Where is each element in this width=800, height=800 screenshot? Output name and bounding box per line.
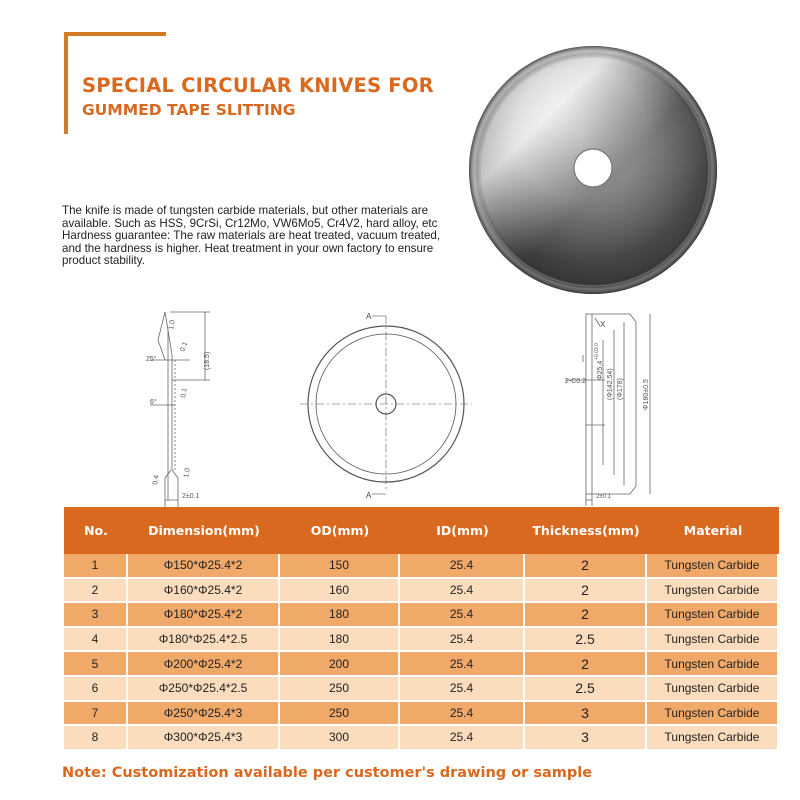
front-view-drawing <box>300 316 472 494</box>
cell-od: 150 <box>280 554 400 579</box>
title-line-2: GUMMED TAPE SLITTING <box>82 101 296 119</box>
header-thickness: Thickness(mm) <box>525 507 647 554</box>
cell-thickness: 2 <box>525 652 647 677</box>
description-hardness: Hardness guarantee: The raw materials are heat treated, vacuum treated, and the hardness is higher. Heat treatment in your own factory to ensure product stability. <box>62 229 441 268</box>
cell-thickness: 2.5 <box>525 677 647 702</box>
title-frame-left-bar <box>64 90 68 134</box>
cell-no: 5 <box>64 652 128 677</box>
dim-chamfer: 2-C0.2 <box>565 378 587 385</box>
table-row <box>64 726 779 751</box>
cell-id: 25.4 <box>400 726 525 751</box>
cell-thickness: 2 <box>525 554 647 579</box>
cell-dimension: Φ180*Φ25.4*2.5 <box>128 628 280 653</box>
cell-no: 2 <box>64 579 128 604</box>
cell-no: 6 <box>64 677 128 702</box>
cell-thickness: 2.5 <box>525 628 647 653</box>
table-row <box>64 628 779 653</box>
cell-no: 8 <box>64 726 128 751</box>
dim-angle-25: 25° <box>146 356 157 363</box>
cell-dimension: Φ150*Φ25.4*2 <box>128 554 280 579</box>
spec-table <box>64 507 779 751</box>
cell-material: Tungsten Carbide <box>647 652 779 677</box>
dim-angle-small: 0.1 <box>179 341 190 353</box>
cell-no: 1 <box>64 554 128 579</box>
cell-material: Tungsten Carbide <box>647 677 779 702</box>
cell-od: 160 <box>280 579 400 604</box>
section-view-drawing <box>565 314 650 506</box>
cell-no: 4 <box>64 628 128 653</box>
cell-thickness: 2 <box>525 579 647 604</box>
section-label-bottom: A <box>366 491 372 500</box>
dim-thickness-left: 2±0.1 <box>182 493 200 500</box>
cell-material: Tungsten Carbide <box>647 554 779 579</box>
cell-id: 25.4 <box>400 652 525 677</box>
header-dimension: Dimension(mm) <box>128 507 280 554</box>
header-id: ID(mm) <box>400 507 525 554</box>
cell-dimension: Φ250*Φ25.4*3 <box>128 702 280 727</box>
circular-knife-photo <box>467 44 719 296</box>
cell-id: 25.4 <box>400 628 525 653</box>
cell-od: 250 <box>280 677 400 702</box>
header-no: No. <box>64 507 128 554</box>
cell-od: 200 <box>280 652 400 677</box>
cell-thickness: 3 <box>525 726 647 751</box>
cell-thickness: 2 <box>525 603 647 628</box>
section-label-top: A <box>366 312 372 321</box>
cell-id: 25.4 <box>400 603 525 628</box>
cell-dimension: Φ300*Φ25.4*3 <box>128 726 280 751</box>
title-line-1: SPECIAL CIRCULAR KNIVES FOR <box>82 74 434 97</box>
cell-no: 3 <box>64 603 128 628</box>
dim-angle-6: 6° <box>150 399 157 406</box>
dim-od: Φ180±0.5 <box>643 379 650 410</box>
table-row <box>64 603 779 628</box>
cell-material: Tungsten Carbide <box>647 726 779 751</box>
cell-material: Tungsten Carbide <box>647 702 779 727</box>
detail-mark-x: X <box>600 320 606 329</box>
dim-flat: 0.1 <box>180 387 189 399</box>
description-materials: The knife is made of tungsten carbide materials, but other materials are available. Such as HSS, 9CrSi, Cr12Mo, VW6Mo5, Cr4V2, hard alloy, etc <box>62 204 438 230</box>
table-row <box>64 702 779 727</box>
cell-od: 180 <box>280 628 400 653</box>
cell-id: 25.4 <box>400 579 525 604</box>
dim-bore-tolerance: +0.03 0 <box>594 343 600 360</box>
dim-bore: Φ25.4 <box>597 360 604 380</box>
cell-thickness: 3 <box>525 702 647 727</box>
cell-material: Tungsten Carbide <box>647 579 779 604</box>
table-header-row <box>64 507 779 554</box>
cell-id: 25.4 <box>400 702 525 727</box>
table-row <box>64 554 779 579</box>
cell-dimension: Φ200*Φ25.4*2 <box>128 652 280 677</box>
technical-drawings <box>0 300 800 510</box>
cell-material: Tungsten Carbide <box>647 628 779 653</box>
cell-id: 25.4 <box>400 677 525 702</box>
cell-od: 250 <box>280 702 400 727</box>
dim-bottom-b: 1.0 <box>183 467 192 479</box>
dim-step: (Φ178) <box>617 378 624 400</box>
cell-id: 25.4 <box>400 554 525 579</box>
cell-no: 7 <box>64 702 128 727</box>
cell-od: 180 <box>280 603 400 628</box>
header-material: Material <box>647 507 779 554</box>
table-row <box>64 677 779 702</box>
dim-inner: (Φ142.54) <box>607 368 614 400</box>
product-description <box>62 205 442 268</box>
table-row <box>64 579 779 604</box>
table-row <box>64 652 779 677</box>
page-title <box>82 74 434 119</box>
dim-top: 1.0 <box>168 319 177 331</box>
header-od: OD(mm) <box>280 507 400 554</box>
cell-dimension: Φ250*Φ25.4*2.5 <box>128 677 280 702</box>
cell-dimension: Φ180*Φ25.4*2 <box>128 603 280 628</box>
dim-bottom-a: 0.4 <box>152 474 161 486</box>
cell-dimension: Φ160*Φ25.4*2 <box>128 579 280 604</box>
customization-note: Note: Customization available per customer's drawing or sample <box>62 765 593 781</box>
cell-od: 300 <box>280 726 400 751</box>
cell-material: Tungsten Carbide <box>647 603 779 628</box>
dim-thickness-right: 2±0.1 <box>596 494 611 500</box>
dim-height: (18.5) <box>204 351 211 370</box>
